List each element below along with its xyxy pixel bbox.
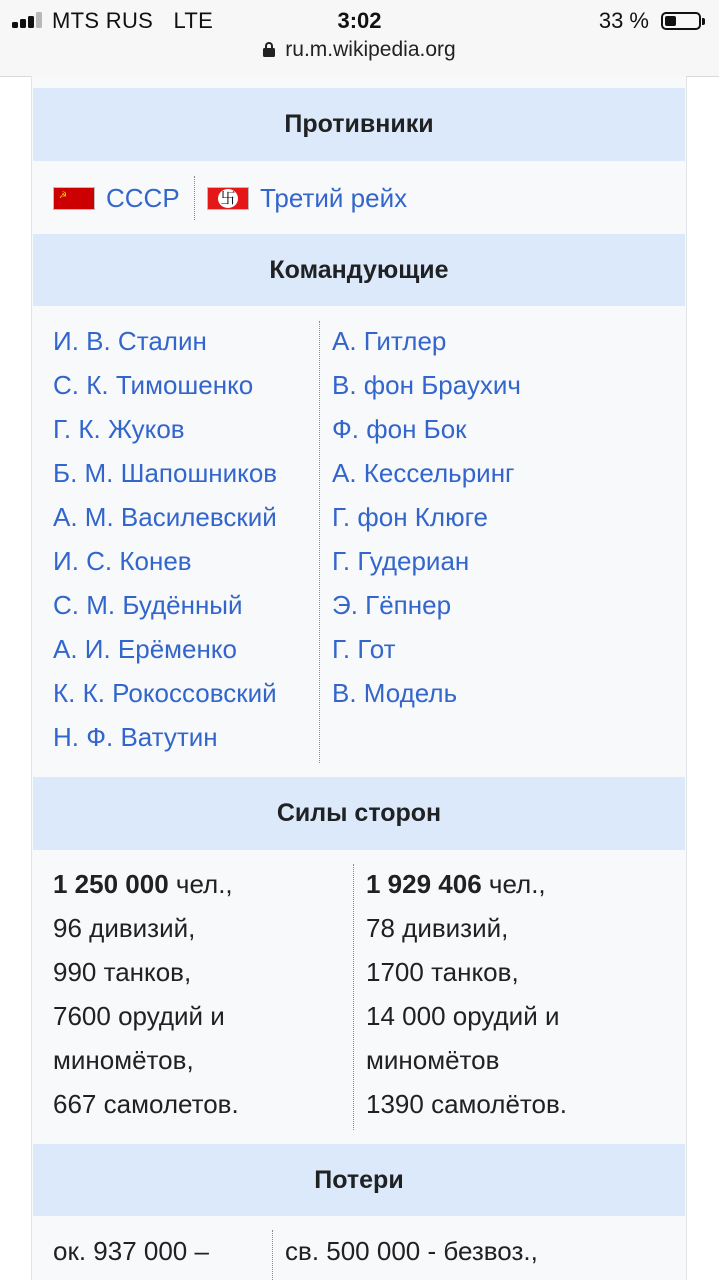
forces-line: 78 дивизий, [366, 913, 509, 943]
commander-link[interactable]: Г. Гот [332, 634, 396, 664]
commander-link[interactable]: Н. Ф. Ватутин [53, 722, 218, 752]
commander-link[interactable]: Ф. фон Бок [332, 414, 467, 444]
battery-icon [661, 12, 705, 32]
commander-link[interactable]: В. фон Браухич [332, 370, 521, 400]
commanders-header: Командующие [33, 234, 685, 306]
forces-line: 96 дивизий, [53, 913, 196, 943]
battery-percent: 33 % [598, 8, 649, 33]
commander-link[interactable]: К. К. Рокоссовский [53, 678, 277, 708]
losses-column-separator [272, 1230, 273, 1280]
commander-link[interactable]: Э. Гёпнер [332, 590, 452, 620]
forces-strength [53, 869, 233, 900]
infobox [31, 76, 687, 1280]
carrier-name: MTS RUS [52, 8, 154, 33]
network-type: LTE [173, 8, 214, 33]
losses-right-line: св. 500 000 - безвоз., [285, 1236, 538, 1266]
commander-link[interactable]: Б. М. Шапошников [53, 458, 278, 488]
browser-top-bar [0, 0, 719, 77]
commander-link[interactable]: Г. фон Клюге [332, 502, 488, 532]
commander-link[interactable]: Г. К. Жуков [53, 414, 185, 444]
forces-line: 1390 самолётов. [366, 1089, 568, 1119]
commander-link[interactable]: Г. Гудериан [332, 546, 470, 576]
forces-line: миномётов [366, 1045, 500, 1075]
forces-line: миномётов, [53, 1045, 194, 1075]
losses-header: Потери [33, 1144, 685, 1216]
commander-link[interactable]: И. С. Конев [53, 546, 192, 576]
commanders-column-separator [319, 321, 320, 763]
opponents-column-separator [194, 176, 195, 220]
forces-line: 990 танков, [53, 957, 192, 987]
status-clock: 3:02 [337, 8, 382, 33]
opponent-link-ussr[interactable]: СССР [106, 183, 180, 213]
commander-link[interactable]: А. Кессельринг [332, 458, 515, 488]
url-text: ru.m.wikipedia.org [285, 38, 456, 61]
forces-strength [366, 869, 546, 900]
commander-link[interactable]: С. К. Тимошенко [53, 370, 254, 400]
commander-link[interactable]: И. В. Сталин [53, 326, 207, 356]
losses-left-line: ок. 937 000 – [53, 1236, 209, 1266]
forces-column-separator [353, 864, 354, 1130]
forces-strength-unit: чел., [481, 869, 546, 899]
status-bar [0, 6, 719, 34]
address-bar[interactable] [0, 38, 719, 62]
forces-header: Силы сторон [33, 777, 685, 850]
forces-line: 14 000 орудий и [366, 1001, 560, 1031]
ussr-flag-icon: ☭ [53, 187, 95, 210]
forces-line: 667 самолетов. [53, 1089, 239, 1119]
third-reich-flag-icon: 卐 [207, 187, 249, 210]
forces-line: 7600 орудий и [53, 1001, 225, 1031]
opponents-header: Противники [33, 88, 685, 161]
commander-link[interactable]: С. М. Будённый [53, 590, 243, 620]
commander-link[interactable]: А. И. Ерёменко [53, 634, 238, 664]
commander-link[interactable]: А. Гитлер [332, 326, 447, 356]
commander-link[interactable]: В. Модель [332, 678, 458, 708]
opponent-link-third-reich[interactable]: Третий рейх [260, 183, 408, 213]
forces-strength-value: 1 929 406 [366, 869, 482, 899]
forces-strength-value: 1 250 000 [53, 869, 169, 899]
lock-icon [263, 42, 275, 57]
forces-strength-unit: чел., [168, 869, 233, 899]
forces-line: 1700 танков, [366, 957, 519, 987]
commander-link[interactable]: А. М. Василевский [53, 502, 277, 532]
